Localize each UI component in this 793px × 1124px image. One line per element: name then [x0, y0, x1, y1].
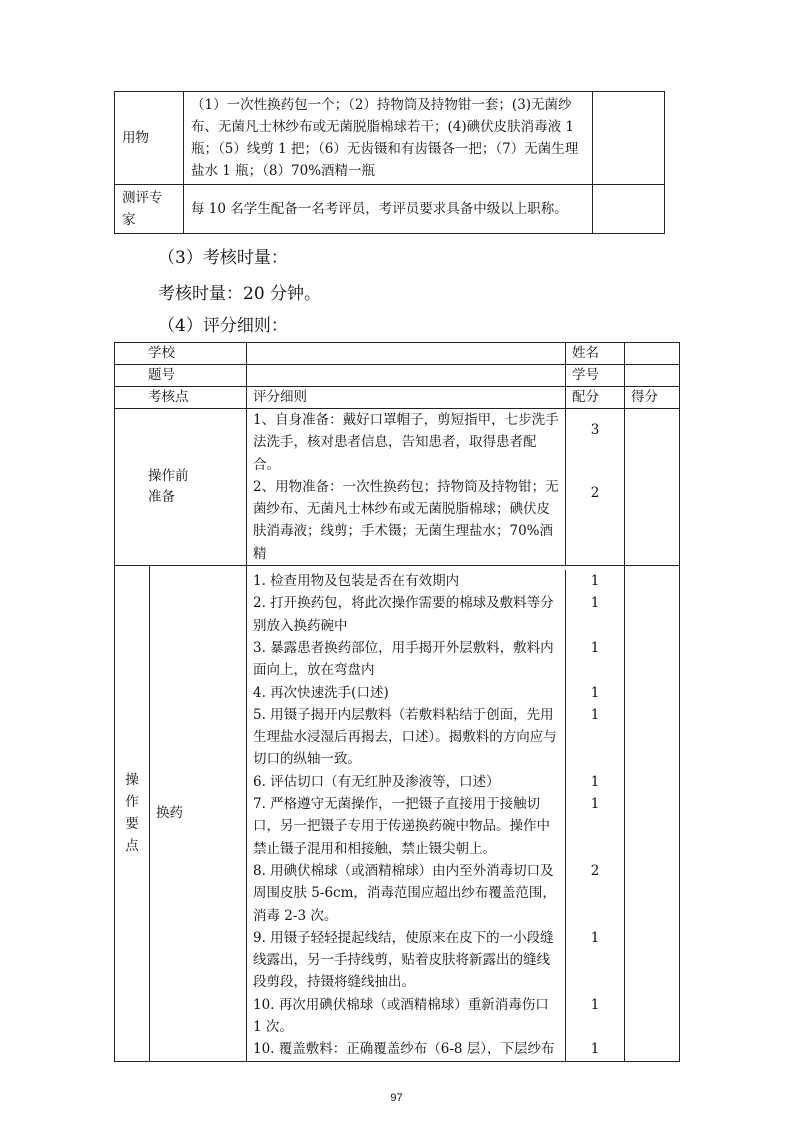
- row-label: 用物: [115, 92, 184, 185]
- op-label: 操作要点: [125, 772, 139, 855]
- item-text: 4. 再次快速洗手(口述): [253, 684, 389, 701]
- list-item: [247, 682, 624, 704]
- item-score: 1: [565, 1038, 624, 1060]
- item-score: 2: [565, 860, 624, 927]
- item-score: 1: [565, 771, 624, 793]
- question-no-field[interactable]: [247, 365, 566, 387]
- item-score: 1: [565, 570, 624, 592]
- list-item: [247, 592, 624, 637]
- section-body: 考核时量：20 分钟。: [158, 284, 322, 304]
- table-row: 题号 学号: [115, 365, 680, 387]
- item-text: 10. 覆盖敷料：正确覆盖纱布（6-8 层），下层纱布: [253, 1041, 555, 1058]
- table-row: [115, 409, 680, 566]
- section-heading: （3）考核时量：: [158, 248, 288, 268]
- table-row: [115, 566, 680, 1062]
- item-text: 5. 用镊子揭开内层敷料（若敷料粘结于创面，先用生理盐水浸湿后再揭去，口述）。揭敷料的方向应与切口的纵轴一致。: [253, 706, 557, 768]
- student-no-field[interactable]: [625, 365, 680, 387]
- list-item: 2、用物准备：一次性换药包；持物筒及持物钳；无菌纱布、无菌凡士林纱布或无菌脱脂棉球；碘伏皮肤消毒液；线剪；手术镊；无菌生理盐水；70%酒精 2: [247, 476, 624, 565]
- item-text: 9. 用镊子轻轻提起线结，使原来在皮下的一小段缝线露出，另一手持线剪，贴着皮肤将新露出的缝线段剪段，持镊将缝线抽出。: [253, 929, 554, 991]
- item-text: 1. 检查用物及包装是否在有效期内: [253, 573, 460, 590]
- item-text: 3. 暴露患者换药部位，用手揭开外层敷料，敷料内面向上，放在弯盘内: [253, 639, 554, 679]
- item-text: 10. 再次用碘伏棉球（或酒精棉球）重新消毒伤口 1 次。: [253, 996, 549, 1036]
- item-score: 1: [565, 927, 624, 994]
- list-item: [247, 570, 624, 592]
- page-number: 97: [390, 1091, 403, 1104]
- item-score: 1: [565, 994, 624, 1039]
- row-label: 测评专家: [115, 185, 184, 234]
- list-item: [247, 927, 624, 994]
- preop-label: 操作前准备: [148, 468, 189, 506]
- item-score: 1: [565, 704, 624, 771]
- list-item: [247, 860, 624, 927]
- item-text: 7. 严格遵守无菌操作，一把镊子直接用于接触切口，另一把镊子专用于传递换药碗中物品。操作中禁止镊子混用和相接触，禁止镊尖朝上。: [253, 796, 550, 857]
- table-header-row: 考核点 评分细则 配分 得分: [115, 387, 680, 409]
- item-score: 1: [565, 592, 624, 637]
- item-score: 1: [565, 793, 624, 860]
- school-field[interactable]: [247, 343, 566, 365]
- score-field[interactable]: [625, 566, 680, 1062]
- section-heading: （4）评分细则：: [158, 316, 288, 336]
- row-content: （1）一次性换药包一个；（2）持物筒及持物钳一套；(3)无菌纱布、无菌凡士林纱布或无菌脱脂棉球若干；(4)碘伏皮肤消毒液 1 瓶；（5）线剪 1 把；（6）无齿镊和有齿镊各一把；（7）无菌生理盐水 1 瓶；（8）70%酒精一瓶: [184, 92, 593, 185]
- list-item: [247, 994, 624, 1039]
- score-table: [114, 342, 680, 1062]
- table-row: [115, 185, 665, 234]
- list-item: [247, 704, 624, 771]
- list-item: [247, 637, 624, 682]
- op-sub-label: 换药: [150, 566, 247, 1062]
- list-item: [247, 1038, 624, 1060]
- name-field[interactable]: [625, 343, 680, 365]
- table-row: 学校 姓名: [115, 343, 680, 365]
- score-field[interactable]: [625, 409, 680, 566]
- materials-table: [114, 91, 665, 234]
- item-text: 2. 打开换药包，将此次操作需要的棉球及敷料等分别放入换药碗中: [253, 595, 554, 634]
- list-item: 1、自身准备：戴好口罩帽子，剪短指甲，七步洗手法洗手，核对患者信息，告知患者，取得患者配合。 3: [247, 409, 624, 476]
- item-text: 8. 用碘伏棉球（或酒精棉球）由内至外消毒切口及周围皮肤 5-6cm，消毒范围应超出纱布覆盖范围，消毒 2-3 次。: [253, 862, 556, 924]
- row-content: 每 10 名学生配备一名考评员，考评员要求具备中级以上职称。: [184, 185, 593, 234]
- item-score: 1: [565, 682, 624, 704]
- list-item: [247, 771, 624, 793]
- list-item: [247, 793, 624, 860]
- item-text: 6. 评估切口（有无红肿及渗液等，口述）: [253, 773, 500, 790]
- item-score: 1: [565, 637, 624, 682]
- table-row: [115, 92, 665, 185]
